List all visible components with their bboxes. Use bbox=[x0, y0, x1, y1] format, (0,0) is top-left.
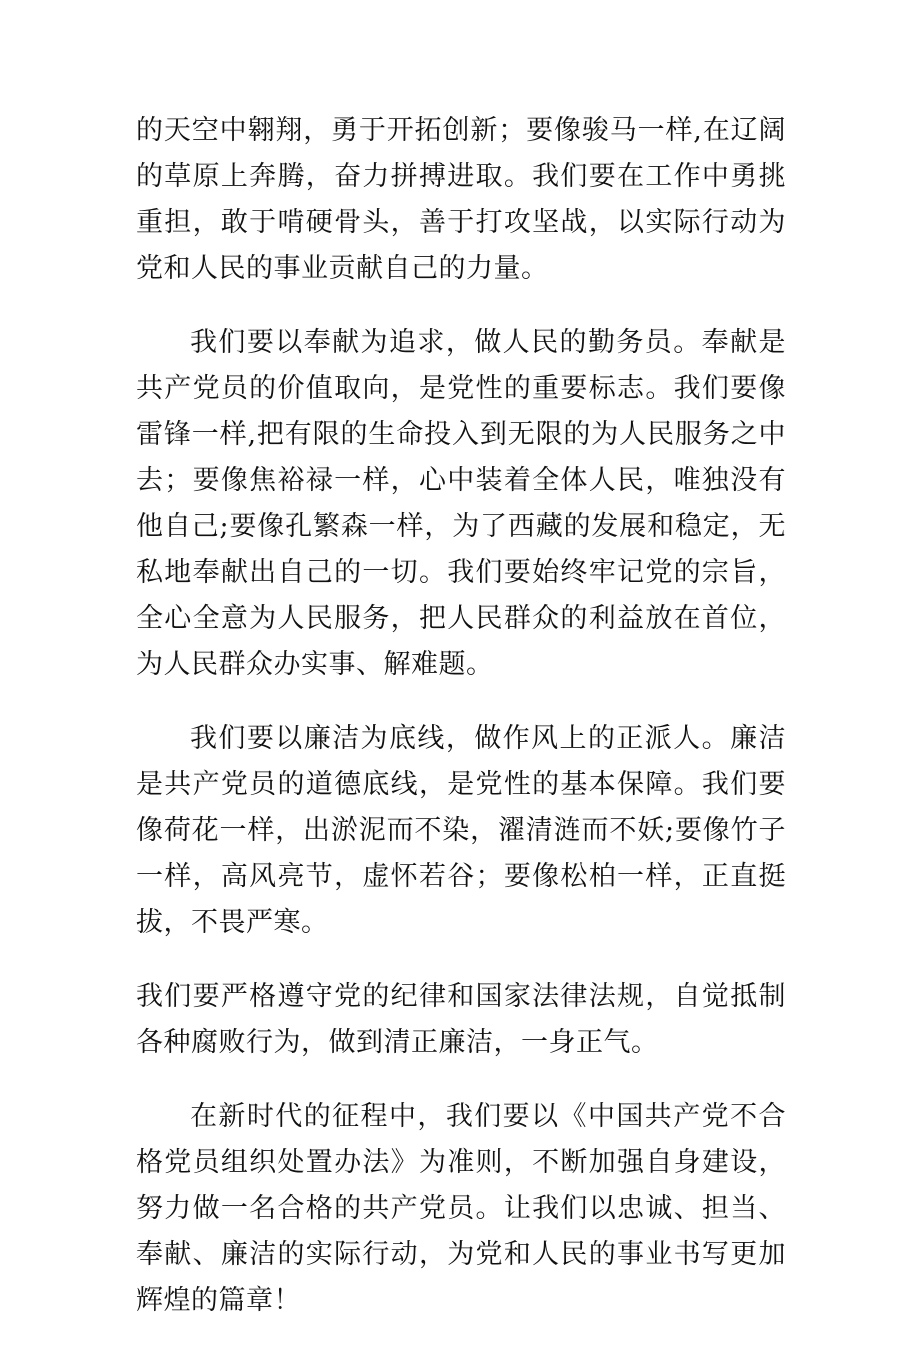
paragraph-5: 在新时代的征程中，我们要以《中国共产党不合格党员组织处置办法》为准则，不断加强自身建设，努力做一名合格的共产党员。让我们以忠诚、担当、奉献、廉洁的实际行动，为党和人民的事业书写更加辉煌的篇章！ bbox=[136, 1101, 786, 1316]
paragraph-2: 我们要以奉献为追求，做人民的勤务员。奉献是共产党员的价值取向，是党性的重要标志。我们要像雷锋一样,把有限的生命投入到无限的为人民服务之中去；要像焦裕禄一样，心中装着全体人民，唯独没有他自己;要像孔繁森一样，为了西藏的发展和稳定，无私地奉献出自己的一切。我们要始终牢记党的宗旨，全心全意为人民服务，把人民群众的利益放在首位，为人民群众办实事、解难题。 bbox=[136, 327, 786, 680]
document-body bbox=[136, 108, 786, 1352]
paragraph-4: 我们要严格遵守党的纪律和国家法律法规，自觉抵制各种腐败行为，做到清正廉洁，一身正气。 bbox=[136, 981, 786, 1058]
paragraph-1: 的天空中翱翔，勇于开拓创新；要像骏马一样,在辽阔的草原上奔腾，奋力拼搏进取。我们要在工作中勇挑重担，敢于啃硬骨头，善于打攻坚战，以实际行动为党和人民的事业贡献自己的力量。 bbox=[136, 115, 786, 284]
paragraph-3: 我们要以廉洁为底线，做作风上的正派人。廉洁是共产党员的道德底线，是党性的基本保障。我们要像荷花一样，出淤泥而不染，濯清涟而不妖;要像竹子一样，高风亮节，虚怀若谷；要像松柏一样，正直挺拔，不畏严寒。 bbox=[136, 723, 786, 938]
